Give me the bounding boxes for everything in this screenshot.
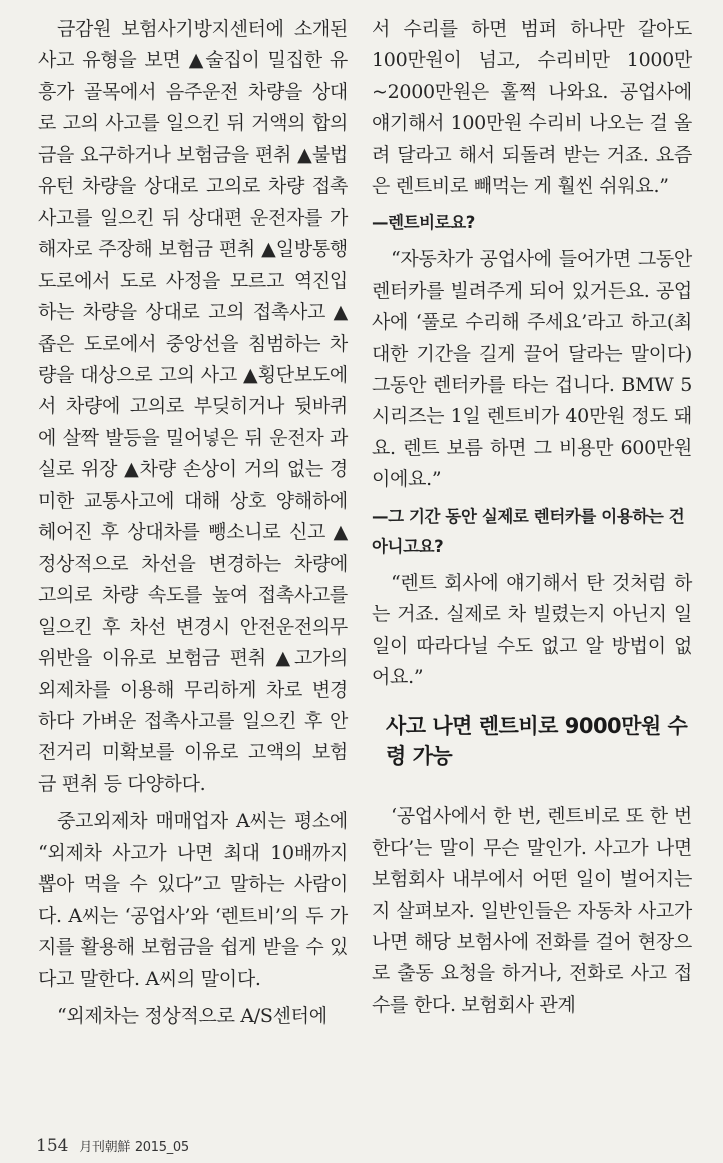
page-number: 154 [36, 1136, 69, 1156]
right-paragraph-1: 서 수리를 하면 범퍼 하나만 갈아도 100만원이 넘고, 수리비만 1000만~2000만원은 훌쩍 나와요. 공업사에 얘기해서 100만원 수리비 나오는 걸 올려 달라고 해서 되돌려 받는 거죠. 요즘은 렌트비로 빼먹는 게 훨씬 쉬워요.” [372, 18, 692, 198]
interview-question-1: —렌트비로요? [372, 213, 475, 233]
page-footer [36, 1136, 189, 1156]
magazine-name: 月刊朝鮮 [79, 1140, 131, 1155]
issue-date: 2015_05 [134, 1140, 189, 1155]
right-column [372, 14, 692, 1021]
left-column [38, 14, 348, 1033]
right-paragraph-3: “렌트 회사에 얘기해서 탄 것처럼 하는 거죠. 실제로 차 빌렸는지 아닌지 일일이 따라다닐 수도 없고 알 방법이 없어요.” [372, 571, 692, 688]
right-paragraph-2: “자동차가 공업사에 들어가면 그동안 렌터카를 빌려주게 되어 있거든요. 공업사에 ‘풀로 수리해 주세요’라고 하고(최대한 기간을 길게 끌어 달라는 말이다) 그동안 렌터카를 타는 겁니다. BMW 5시리즈는 1일 렌트비가 40만원 정도 돼요. 렌트 보름 하면 그 비용만 600만원이에요.” [372, 248, 692, 491]
right-paragraph-4: ‘공업사에서 한 번, 렌트비로 또 한 번 한다’는 말이 무슨 말인가. 사고가 나면 보험회사 내부에서 어떤 일이 벌어지는지 살펴보자. 일반인들은 자동차 사고가 나면 해당 보험사에 전화를 걸어 현장으로 출동 요청을 하거나, 전화로 사고 접수를 한다. 보험회사 관계 [372, 805, 692, 1016]
left-paragraph-2: 중고외제차 매매업자 A씨는 평소에 “외제차 사고가 나면 최대 10배까지 뽑아 먹을 수 있다”고 말하는 사람이다. A씨는 ‘공업사’와 ‘렌트비’의 두 가지를 활용해 보험금을 쉽게 받을 수 있다고 말한다. A씨의 말이다. [38, 810, 348, 990]
section-heading: 사고 나면 렌트비로 9000만원 수령 가능 [386, 714, 688, 769]
interview-question-2: —그 기간 동안 실제로 렌터카를 이용하는 건 아니고요? [372, 506, 685, 556]
left-paragraph-1: 금감원 보험사기방지센터에 소개된 사고 유형을 보면 ▲술집이 밀집한 유흥가 골목에서 음주운전 차량을 상대로 고의 사고를 일으킨 뒤 거액의 합의금을 요구하거나 보험금을 편취 ▲불법 유턴 차량을 상대로 고의로 차량 접촉 사고를 일으킨 뒤 상대편 운전자를 가해자로 주장해 보험금 편취 ▲일방통행 도로에서 도로 사정을 모르고 역진입하는 차량을 상대로 고의 접촉사고 ▲좁은 도로에서 중앙선을 침범하는 차량을 대상으로 고의 사고 ▲횡단보도에서 차량에 고의로 부딪히거나 뒷바퀴에 살짝 발등을 밀어넣은 뒤 운전자 과실로 위장 ▲차량 손상이 거의 없는 경미한 교통사고에 대해 상호 양해하에 헤어진 후 상대차를 뺑소니로 신고 ▲정상적으로 차선을 변경하는 차량에 고의로 차량 속도를 높여 접촉사고를 일으킨 후 차선 변경시 안전운전의무 위반을 이유로 보험금 편취 ▲고가의 외제차를 이용해 무리하게 차로 변경하다 가벼운 접촉사고를 일으킨 후 안전거리 미확보를 이유로 고액의 보험금 편취 등 다양하다. [38, 18, 348, 795]
left-paragraph-3: “외제차는 정상적으로 A/S센터에 [57, 1005, 327, 1028]
